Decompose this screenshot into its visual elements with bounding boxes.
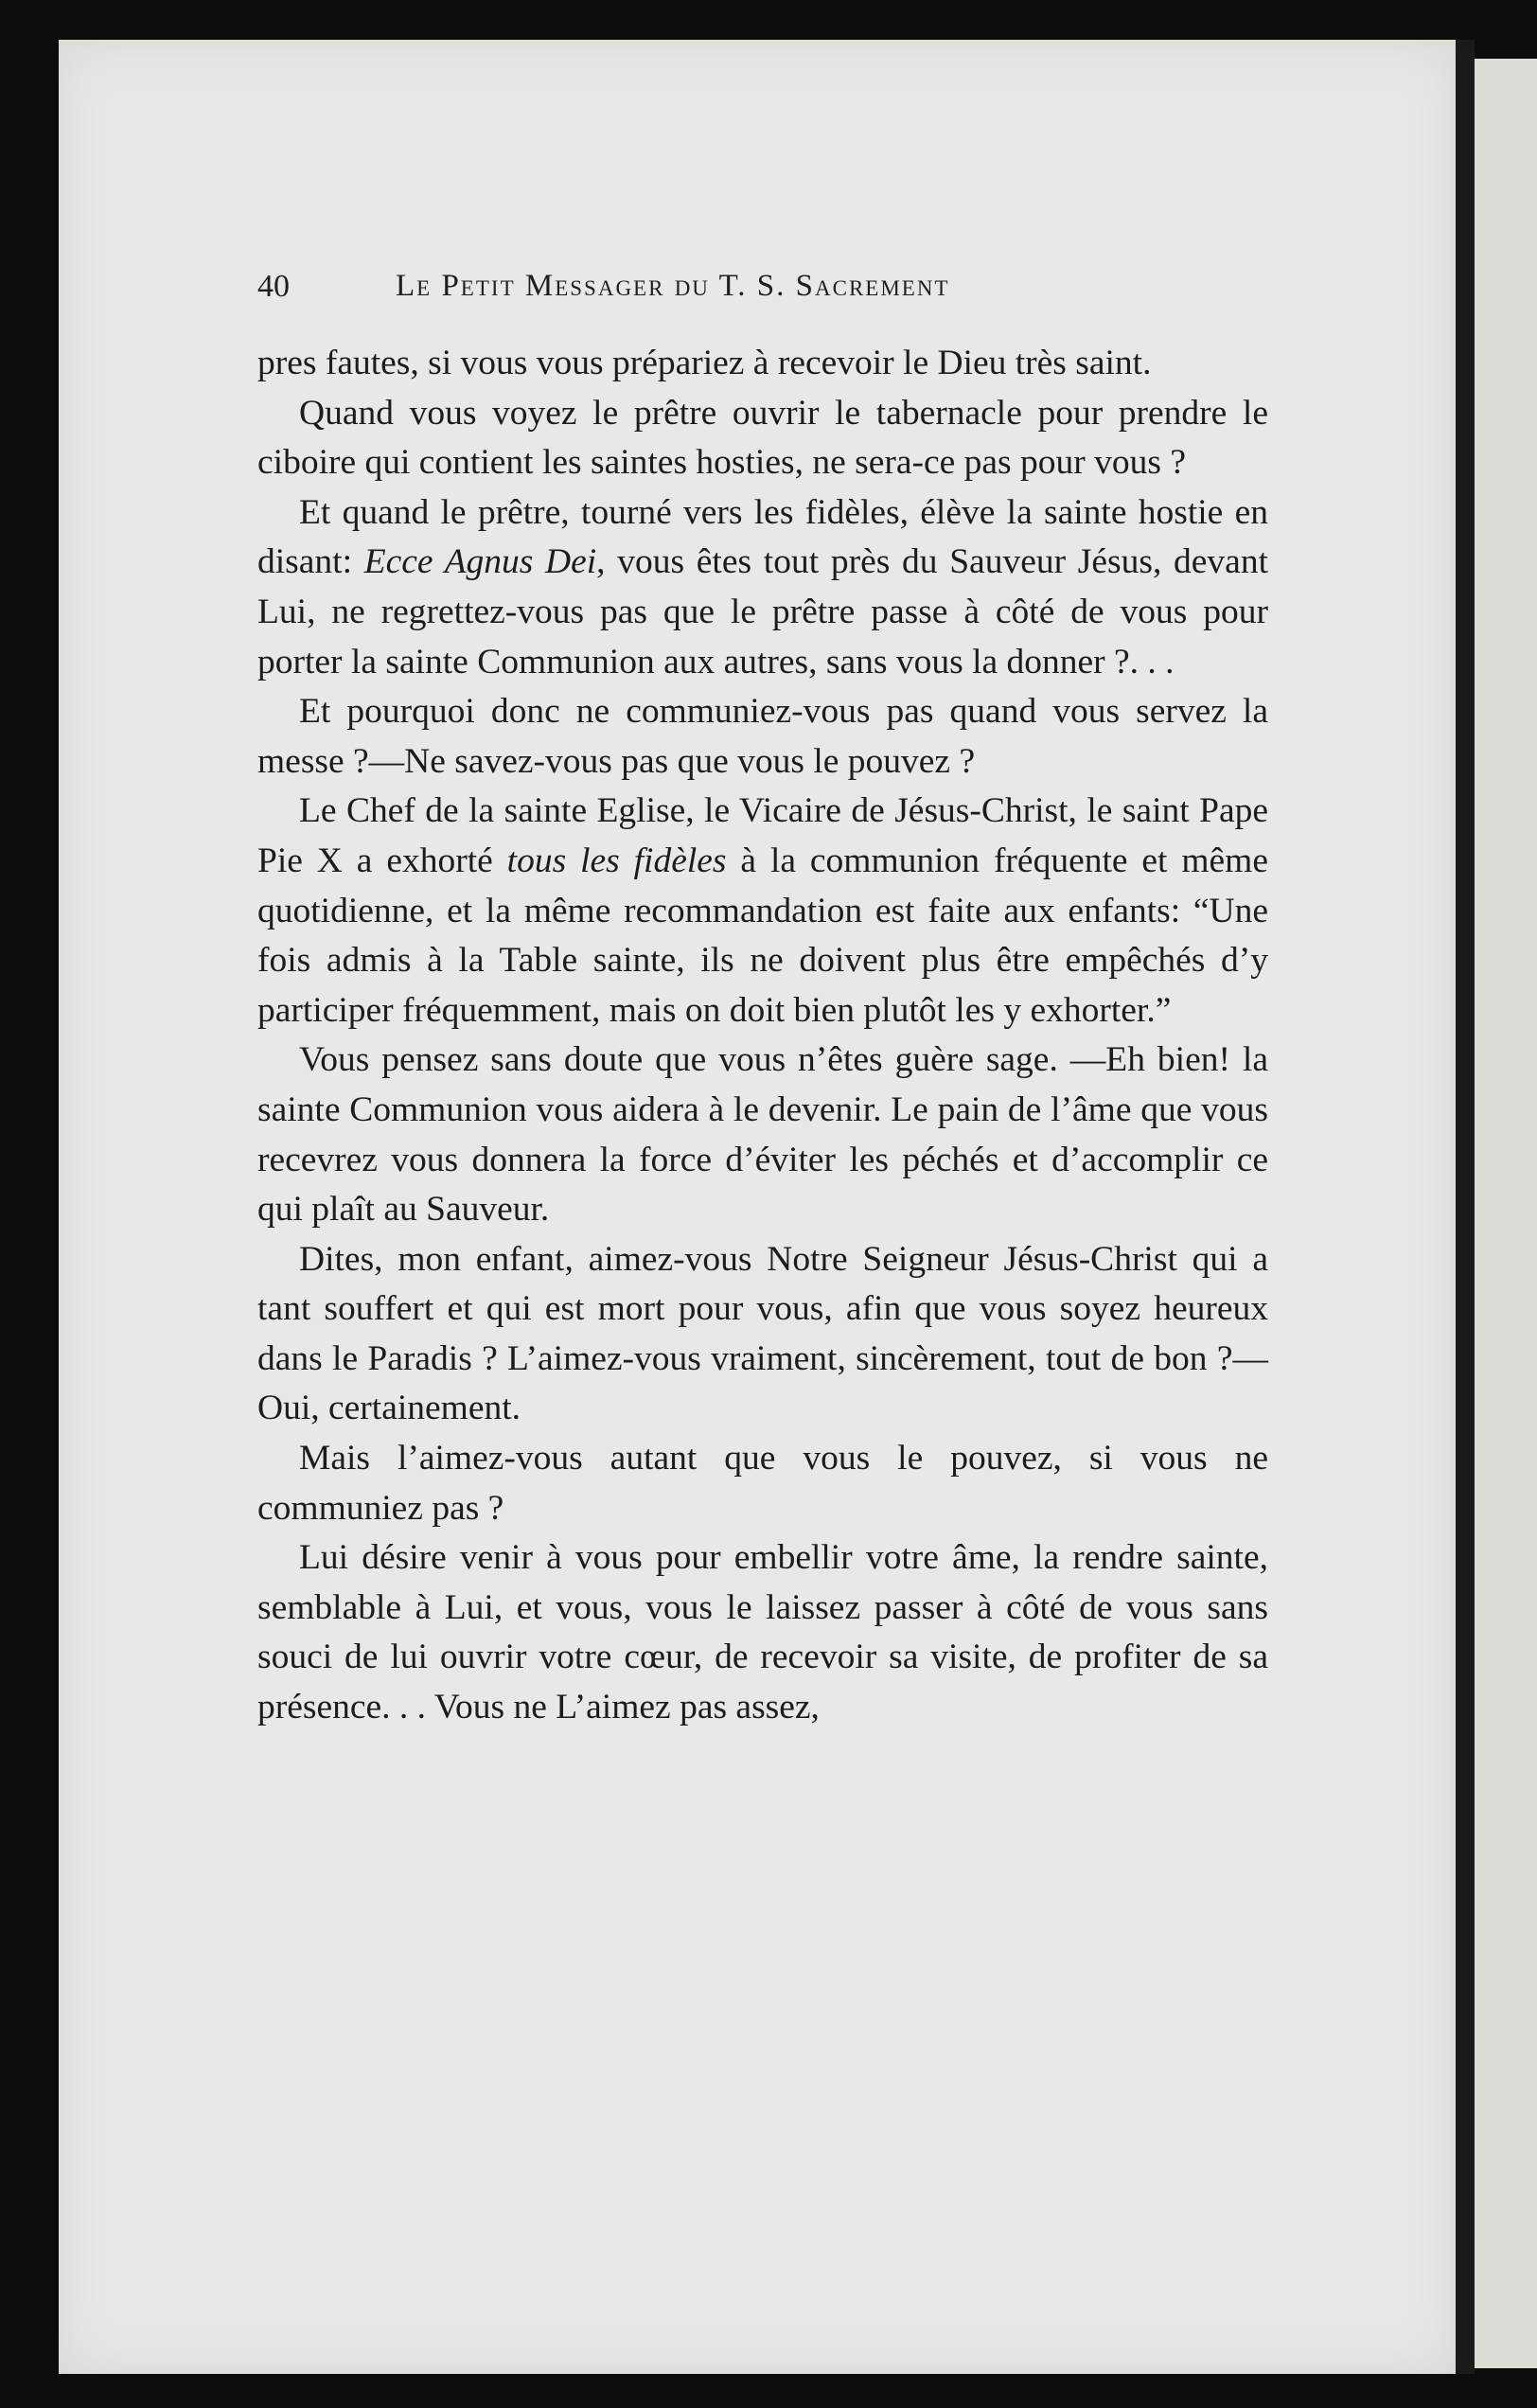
page-header xyxy=(257,263,1261,320)
paragraph-5: Le Chef de la sainte Eglise, le Vicaire de Jésus-Christ, le saint Pape Pie X a exhorté tous les fidèles à la communion fréquente et même quotidienne, et la même recommandation est faite aux enfants: “Une fois admis à la Table sainte, ils ne doivent plus être empêchés d’y participer fréquemment, mais on doit bien plutôt les y exhorter.” xyxy=(257,791,1268,1030)
paragraph-2: Quand vous voyez le prêtre ouvrir le tabernacle pour prendre le ciboire qui contient les saintes hosties, ne sera-ce pas pour vous ? xyxy=(257,393,1268,483)
paragraph-3: Et quand le prêtre, tourné vers les fidèles, élève la sainte hostie en disant: Ecce Agnus Dei, vous êtes tout près du Sauveur Jésus, devant Lui, ne regrettez-vous pas que le prêtre passe à côté de vous pour porter la sainte Communion aux autres, sans vous la donner ?. . . xyxy=(257,492,1268,682)
book-gutter xyxy=(1456,40,1475,2374)
paragraph-6: Vous pensez sans doute que vous n’êtes guère sage. —Eh bien! la sainte Communion vous aidera à le devenir. Le pain de l’âme que vous recevrez vous donnera la force d’éviter les péchés et d’accomplir ce qui plaît au Sauveur. xyxy=(257,1040,1268,1230)
facing-page-edge xyxy=(1475,59,1537,2368)
running-title: Le Petit Messager du T. S. Sacrement xyxy=(396,269,950,303)
paragraph-4: Et pourquoi donc ne communiez-vous pas quand vous servez la messe ?—Ne savez-vous pas que vous le pouvez ? xyxy=(257,692,1268,781)
paragraph-1: pres fautes, si vous vous prépariez à recevoir le Dieu très saint. xyxy=(257,344,1152,382)
latin-phrase: Ecce Agnus Dei xyxy=(363,542,597,582)
page-number: 40 xyxy=(257,269,290,304)
paragraph-9: Lui désire venir à vous pour embellir votre âme, la rendre sainte, semblable à Lui, et vous, vous le laissez passer à côté de vous sans souci de lui ouvrir votre cœur, de recevoir sa visite, de profiter de sa présence. . . Vous ne L’aimez pas assez, xyxy=(257,1538,1268,1727)
emphasis-phrase: tous les fidèles xyxy=(506,841,727,880)
paragraph-7: Dites, mon enfant, aimez-vous Notre Seigneur Jésus-Christ qui a tant souffert et qui est mort pour vous, afin que vous soyez heureux dans le Paradis ? L’aimez-vous vraiment, sincèrement, tout de bon ?—Oui, certainement. xyxy=(257,1239,1268,1428)
paragraph-8: Mais l’aimez-vous autant que vous le pouvez, si vous ne communiez pas ? xyxy=(257,1439,1268,1528)
body-text xyxy=(257,339,1268,1733)
